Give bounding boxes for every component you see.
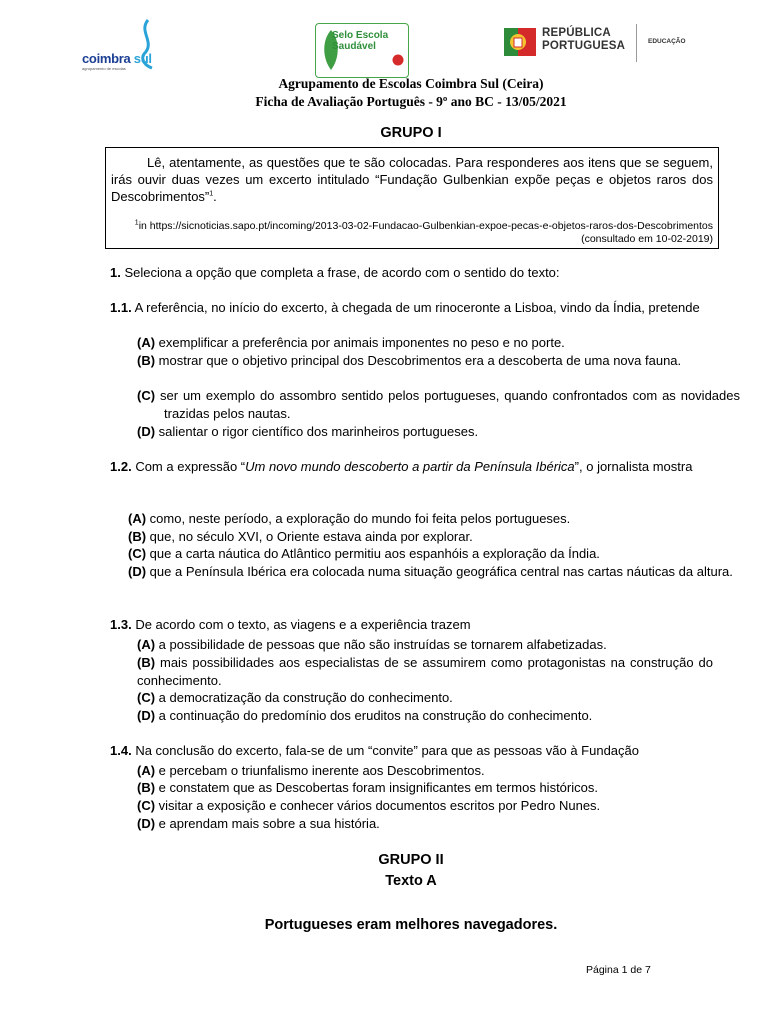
instructions-body: Lê, atentamente, as questões que te são colocadas. Para responderes aos itens que se seguem, irás ouvir duas vezes um excerto intitulado “Fundação Gulbenkian expõe peças e objetos raros dos Descobrimentos”: [111, 155, 713, 204]
option-1-2-c[interactable]: [128, 545, 713, 563]
question-number: 1.2.: [110, 459, 132, 474]
option-text: ser um exemplo do assombro sentido pelos portugueses, quando confrontados com as novidades trazidas pelos nautas.: [159, 388, 740, 421]
option-letter: (B): [137, 353, 156, 368]
heart-badge-icon: [392, 54, 404, 66]
option-1-2-a[interactable]: [128, 510, 713, 528]
selo-escola-saudavel-logo: [315, 23, 409, 78]
instructions-text: [111, 154, 713, 205]
text-title: Portugueses eram melhores navegadores.: [264, 917, 558, 933]
question-text: Na conclusão do excerto, fala-se de um “convite” para que as pessoas vão à Fundação: [135, 743, 639, 758]
option-letter: (A): [137, 335, 156, 350]
grupo-2-heading: GRUPO II: [378, 852, 444, 868]
question-1-4: [110, 742, 720, 760]
option-1-4-b[interactable]: [137, 779, 713, 797]
option-letter: (C): [137, 690, 156, 705]
option-1-3-d[interactable]: [137, 707, 713, 725]
question-text: Seleciona a opção que completa a frase, de acordo com o sentido do texto:: [124, 265, 560, 280]
option-letter: (C): [137, 388, 156, 403]
option-1-4-d[interactable]: [137, 815, 713, 833]
option-1-3-c[interactable]: [137, 689, 713, 707]
coimbra-sul-logo: [82, 18, 178, 78]
option-1-1-d[interactable]: [137, 423, 740, 441]
logo-tagline: agrupamento de escolas: [82, 66, 126, 71]
option-letter: (B): [128, 529, 147, 544]
coat-of-arms-icon: [504, 24, 538, 60]
option-text: mais possibilidades aos especialistas de se assumirem como protagonistas na construção do conhecimento.: [137, 655, 713, 688]
school-name: Agrupamento de Escolas Coimbra Sul (Ceira): [278, 76, 544, 91]
question-1-3: [110, 616, 713, 634]
option-letter: (D): [137, 424, 156, 439]
question-text-start: Com a expressão “: [135, 459, 246, 474]
footnote: [123, 220, 713, 245]
option-text: salientar o rigor científico dos marinheiros portugueses.: [158, 424, 479, 439]
option-letter: (D): [137, 708, 156, 723]
option-1-3-b[interactable]: [137, 654, 713, 689]
ministry-label: EDUCAÇÃO: [648, 38, 686, 45]
option-text: que a Península Ibérica era colocada numa situação geográfica central nas cartas náuticas da altura.: [149, 564, 733, 579]
option-text: que a carta náutica do Atlântico permitiu aos espanhóis a exploração da Índia.: [149, 546, 600, 561]
grupo-1-heading: GRUPO I: [380, 125, 442, 141]
quoted-expression: Um novo mundo descoberto a partir da Península Ibérica: [245, 459, 575, 474]
selo-text: Selo Escola Saudável: [332, 30, 389, 52]
option-text: e constatem que as Descobertas foram insignificantes em termos históricos.: [158, 780, 598, 795]
page-number: Página 1 de 7: [586, 964, 651, 976]
option-1-3-a[interactable]: [137, 636, 713, 654]
footnote-marker: 1: [134, 219, 139, 227]
option-text: exemplificar a preferência por animais imponentes no peso e no porte.: [158, 335, 565, 350]
footnote-text: in https://sicnoticias.sapo.pt/incoming/2013-03-02-Fundacao-Gulbenkian-expoe-pecas-e-objetos-raros-dos-Descobrimentos (consultado em 10-02-2019): [138, 220, 713, 245]
option-letter: (D): [128, 564, 147, 579]
option-text: e aprendam mais sobre a sua história.: [158, 816, 380, 831]
republica-line1: REPÚBLICA: [542, 27, 611, 39]
option-letter: (C): [128, 546, 147, 561]
option-text: a possibilidade de pessoas que não são instruídas se tornarem alfabetizadas.: [158, 637, 607, 652]
logo-divider: [636, 24, 637, 62]
question-1-1: [110, 299, 713, 317]
option-letter: (C): [137, 798, 156, 813]
question-number: 1.1.: [110, 300, 132, 315]
option-text: que, no século XVI, o Oriente estava ainda por explorar.: [149, 529, 473, 544]
footnote-ref: 1: [209, 190, 214, 198]
option-text: como, neste período, a exploração do mundo foi feita pelos portugueses.: [149, 511, 571, 526]
republica-portuguesa-logo: [502, 22, 694, 64]
republica-line2: PORTUGUESA: [542, 40, 626, 52]
instructions-end: .: [213, 189, 217, 204]
instructions-box: [105, 147, 719, 249]
question-text: A referência, no início do excerto, à chegada de um rinoceronte a Lisboa, vindo da Índia, pretende: [134, 300, 700, 315]
option-text: a democratização da construção do conhecimento.: [158, 690, 453, 705]
question-number: 1.4.: [110, 743, 132, 758]
option-text: e percebam o triunfalismo inerente aos Descobrimentos.: [158, 763, 485, 778]
option-text: visitar a exposição e conhecer vários documentos escritos por Pedro Nunes.: [158, 798, 601, 813]
question-text: De acordo com o texto, as viagens e a experiência trazem: [135, 617, 471, 632]
option-letter: (A): [137, 637, 156, 652]
option-letter: (A): [137, 763, 156, 778]
option-1-2-d[interactable]: [128, 563, 749, 581]
question-1-2: [110, 458, 713, 476]
option-letter: (B): [137, 655, 156, 670]
option-1-4-a[interactable]: [137, 762, 713, 780]
texto-a-heading: Texto A: [385, 873, 437, 889]
option-text: mostrar que o objetivo principal dos Descobrimentos era a descoberta de uma nova fauna.: [158, 353, 682, 368]
question-1: [110, 264, 720, 282]
option-letter: (A): [128, 511, 147, 526]
option-letter: (D): [137, 816, 156, 831]
option-1-1-c[interactable]: [137, 387, 740, 422]
question-number: 1.: [110, 265, 121, 280]
option-letter: (B): [137, 780, 156, 795]
option-1-4-c[interactable]: [137, 797, 713, 815]
option-text: a continuação do predomínio dos eruditos na construção do conhecimento.: [158, 708, 593, 723]
logo-sul-text: sul: [133, 51, 152, 66]
test-title: Ficha de Avaliação Português - 9º ano BC - 13/05/2021: [255, 94, 567, 109]
option-1-2-b[interactable]: [128, 528, 713, 546]
question-number: 1.3.: [110, 617, 132, 632]
option-1-1-a[interactable]: [137, 334, 740, 352]
question-text-end: ”, o jornalista mostra: [574, 459, 693, 474]
logo-coimbra-text: coimbra: [82, 51, 131, 66]
option-1-1-b[interactable]: [137, 352, 740, 370]
